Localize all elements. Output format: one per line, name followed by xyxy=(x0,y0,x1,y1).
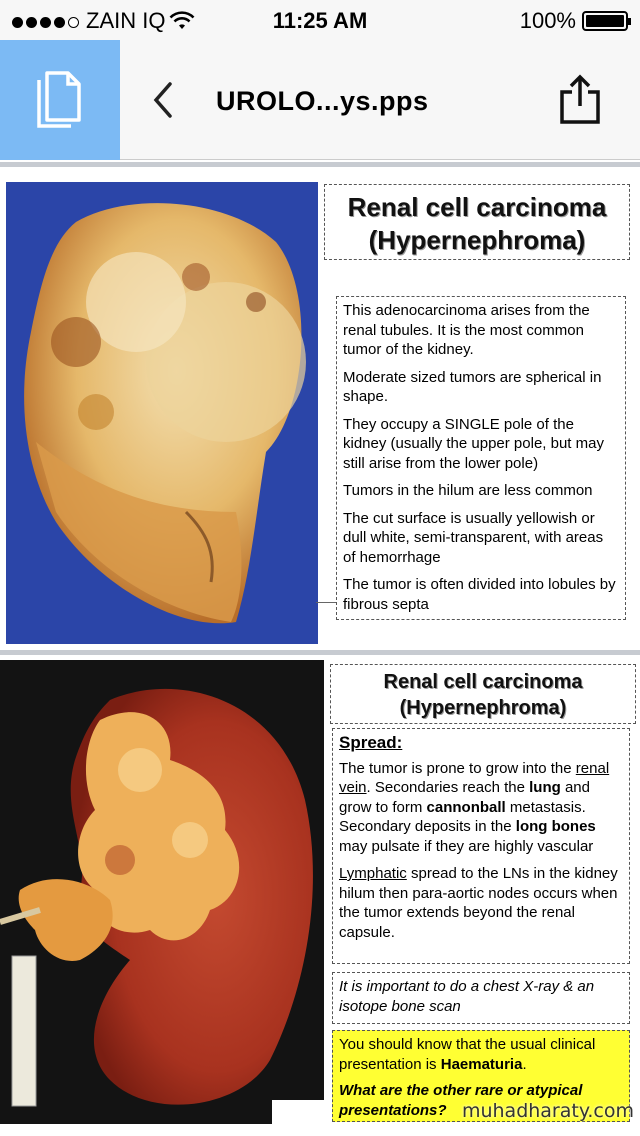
connector-line xyxy=(316,602,338,603)
separator xyxy=(0,650,640,655)
battery xyxy=(520,8,628,34)
highlight-text: You should know that the usual clinical presentation is Haematuria. xyxy=(339,1036,596,1073)
watermark: muhadharaty.com xyxy=(461,1100,634,1122)
cannonball-text: cannonball xyxy=(426,798,506,816)
long-bones-text: long bones xyxy=(515,818,596,835)
signal-icon xyxy=(12,8,82,34)
slide-1-text-box xyxy=(336,296,626,620)
highlight-question: What are the other rare or atypical presentations? xyxy=(339,1082,583,1119)
document-tab[interactable] xyxy=(0,40,120,160)
slide-1-paragraph: The tumor is often divided into lobules by fibrous septa xyxy=(343,576,616,613)
document-title: UROLO...ys.pps xyxy=(216,86,429,116)
slide-1[interactable] xyxy=(0,168,640,648)
carrier-name: ZAIN IQ xyxy=(86,8,166,33)
nav-bar xyxy=(0,40,640,160)
slide-1-paragraph: Tumors in the hilum are less common xyxy=(343,482,593,499)
slide-2-title-line-2: (Hypernephroma) xyxy=(399,697,567,719)
separator xyxy=(0,162,640,167)
spread-paragraph-1: The tumor is prone to grow into the renal vein. Secondaries reach the lung and grow to form cannonball metastasis. Secondary deposits in the long bones may pulsate if they are highly vascular xyxy=(339,759,610,855)
share-icon[interactable] xyxy=(558,74,602,126)
slide-1-paragraph: They occupy a SINGLE pole of the kidney (usually the upper pole, but may still arise from the lower pole) xyxy=(343,415,604,472)
slide-1-title-line-1: Renal cell carcinoma xyxy=(347,192,607,222)
carrier xyxy=(12,8,195,34)
spread-heading: Spread: xyxy=(339,733,403,752)
slide-2-note: It is important to do a chest X-ray & an isotope bone scan xyxy=(332,972,630,1024)
slide-1-title-line-2: (Hypernephroma) xyxy=(368,225,586,255)
clock: 11:25 AM xyxy=(272,8,368,33)
slide-1-paragraph: The cut surface is usually yellowish or dull white, semi-transparent, with areas of hemorrhage xyxy=(343,509,604,566)
lung-text: lung xyxy=(529,779,561,796)
lymphatic-text: Lymphatic xyxy=(339,865,407,882)
haematuria-text: Haematuria xyxy=(440,1056,523,1073)
kidney-photo-1 xyxy=(6,182,318,644)
back-chevron-icon[interactable] xyxy=(148,80,178,120)
battery-icon xyxy=(582,11,628,31)
renal-vein-text: renal vein xyxy=(339,759,610,796)
slide-2-title-line-1: Renal cell carcinoma xyxy=(383,671,583,693)
document-icon xyxy=(35,70,85,130)
slide-1-paragraph: This adenocarcinoma arises from the renal tubules. It is the most common tumor of the kidney. xyxy=(343,302,590,358)
slide-2[interactable] xyxy=(0,656,640,1128)
slide-2-title xyxy=(330,664,636,724)
slide-2-spread-box xyxy=(332,728,630,964)
slide-1-title xyxy=(324,184,630,260)
kidney-photo-2 xyxy=(0,660,324,1124)
status-bar xyxy=(0,0,640,40)
wifi-icon xyxy=(169,11,195,31)
slide-1-paragraph: Moderate sized tumors are spherical in shape. xyxy=(343,368,602,405)
battery-percent: 100% xyxy=(519,8,576,33)
spread-paragraph-2: Lymphatic spread to the LNs in the kidney hilum then para-aortic nodes occurs when the tumor extends beyond the renal capsule. xyxy=(339,865,618,941)
